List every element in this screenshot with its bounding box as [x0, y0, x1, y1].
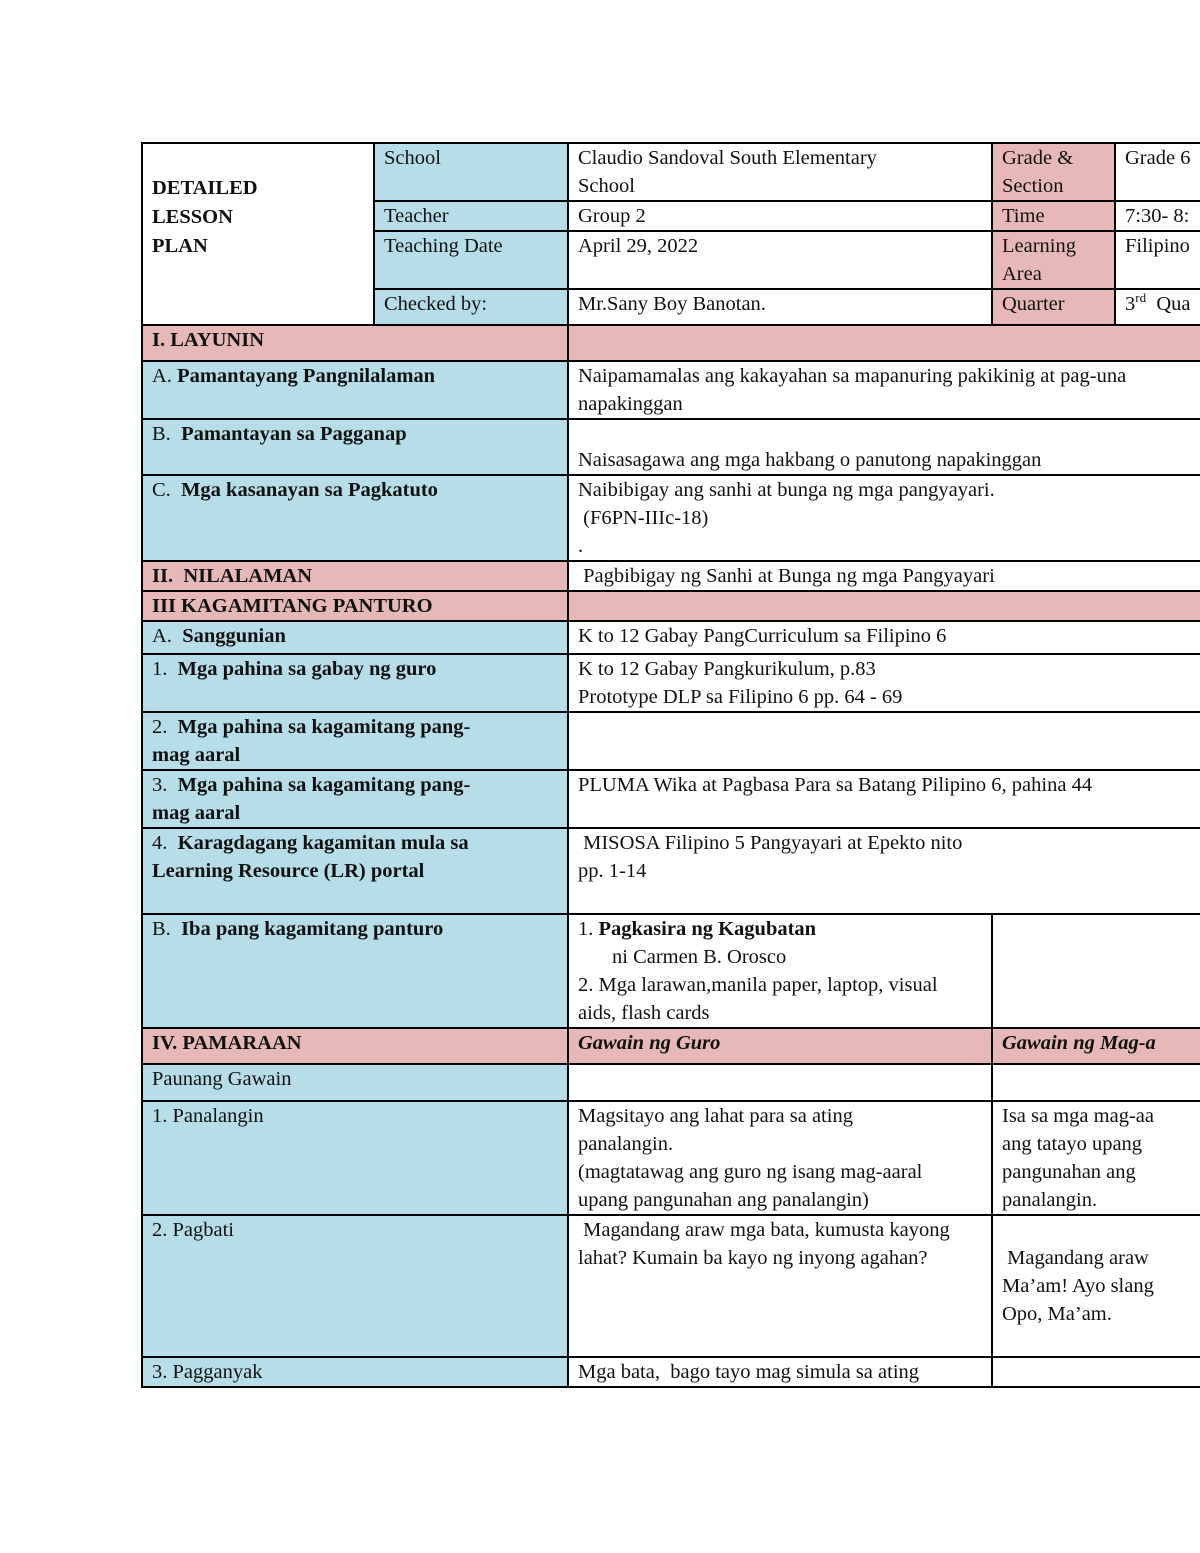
kagamitang-mag-aaral-value-2: PLUMA Wika at Pagbasa Para sa Batang Pilipino 6, pahina 44: [568, 770, 1200, 828]
pamantayan-pagganap-value: Naisasagawa ang mga hakbang o panutong napakinggan: [568, 419, 1200, 475]
pagganyak-label: 3. Pagganyak: [142, 1357, 568, 1387]
gabay-guro-value: K to 12 Gabay Pangkurikulum, p.83 Prototype DLP sa Filipino 6 pp. 64 - 69: [568, 654, 1200, 712]
teaching-date-value: April 29, 2022: [568, 231, 992, 289]
quarter-label: Quarter: [992, 289, 1115, 325]
iba-pang-kagamitan-label: B. Iba pang kagamitang panturo: [142, 914, 568, 1028]
lesson-plan-title: DETAILED LESSON PLAN: [142, 143, 374, 325]
gawain-mag-aaral-heading: Gawain ng Mag-a: [992, 1028, 1200, 1064]
gabay-guro-label: 1. Mga pahina sa gabay ng guro: [142, 654, 568, 712]
lr-portal-value: MISOSA Filipino 5 Pangyayari at Epekto nito pp. 1-14: [568, 828, 1200, 914]
kagamitan-blank: [568, 591, 1200, 621]
nilalaman-value: Pagbibigay ng Sanhi at Bunga ng mga Pangyayari: [568, 561, 1200, 591]
panalangin-label: 1. Panalangin: [142, 1101, 568, 1215]
iba-pang-kagamitan-blank: [992, 914, 1200, 1028]
panalangin-mag-aaral: Isa sa mga mag-aa ang tatayo upang pangunahan ang panalangin.: [992, 1101, 1200, 1215]
panalangin-guro: Magsitayo ang lahat para sa ating panalangin. (magtatawag ang guro ng isang mag-aaral upang pangunahan ang panalangin): [568, 1101, 992, 1215]
kagamitang-mag-aaral-label-2: 3. Mga pahina sa kagamitang pang- mag aaral: [142, 770, 568, 828]
learning-area-value: Filipino: [1115, 231, 1200, 289]
teaching-date-label: Teaching Date: [374, 231, 568, 289]
kasanayan-label: C. Mga kasanayan sa Pagkatuto: [142, 475, 568, 561]
pagbati-guro: Magandang araw mga bata, kumusta kayong lahat? Kumain ba kayo ng inyong agahan?: [568, 1215, 992, 1357]
checked-by-label: Checked by:: [374, 289, 568, 325]
layunin-blank: [568, 325, 1200, 361]
grade-section-label: Grade & Section: [992, 143, 1115, 201]
pagbati-mag-aaral: Magandang araw Ma’am! Ayo slang Opo, Ma’am.: [992, 1215, 1200, 1357]
pamantayan-pagganap-label: B. Pamantayan sa Pagganap: [142, 419, 568, 475]
pagganyak-guro: Mga bata, bago tayo mag simula sa ating: [568, 1357, 992, 1387]
teacher-value: Group 2: [568, 201, 992, 231]
time-label: Time: [992, 201, 1115, 231]
school-value: Claudio Sandoval South Elementary School: [568, 143, 992, 201]
lr-portal-label: 4. Karagdagang kagamitan mula sa Learning Resource (LR) portal: [142, 828, 568, 914]
pamantayang-pangnilalaman-label: A. Pamantayang Pangnilalaman: [142, 361, 568, 419]
gawain-guro-heading: Gawain ng Guro: [568, 1028, 992, 1064]
school-label: School: [374, 143, 568, 201]
teacher-label: Teacher: [374, 201, 568, 231]
pagganyak-mag-aaral: [992, 1357, 1200, 1387]
time-value: 7:30- 8:: [1115, 201, 1200, 231]
paunang-gawain-mag-aaral: [992, 1064, 1200, 1101]
grade-section-value: Grade 6: [1115, 143, 1200, 201]
nilalaman-heading: II. NILALAMAN: [142, 561, 568, 591]
paunang-gawain-label: Paunang Gawain: [142, 1064, 568, 1101]
pagbati-label: 2. Pagbati: [142, 1215, 568, 1357]
paunang-gawain-guro: [568, 1064, 992, 1101]
layunin-heading: I. LAYUNIN: [142, 325, 568, 361]
sanggunian-label: A. Sanggunian: [142, 621, 568, 654]
kagamitang-mag-aaral-value: [568, 712, 1200, 770]
pamaraan-heading: IV. PAMARAAN: [142, 1028, 568, 1064]
checked-by-value: Mr.Sany Boy Banotan.: [568, 289, 992, 325]
iba-pang-kagamitan-value: 1. Pagkasira ng Kagubatan ni Carmen B. Orosco 2. Mga larawan,manila paper, laptop, visual aids, flash cards: [568, 914, 992, 1028]
sanggunian-value: K to 12 Gabay PangCurriculum sa Filipino 6: [568, 621, 1200, 654]
kagamitan-heading: III KAGAMITANG PANTURO: [142, 591, 568, 621]
kasanayan-value: Naibibigay ang sanhi at bunga ng mga pangyayari. (F6PN-IIIc-18) .: [568, 475, 1200, 561]
kagamitang-mag-aaral-label: 2. Mga pahina sa kagamitang pang- mag aaral: [142, 712, 568, 770]
learning-area-label: Learning Area: [992, 231, 1115, 289]
quarter-value: 3rd Qua: [1115, 289, 1200, 325]
pamantayang-pangnilalaman-value: Naipamamalas ang kakayahan sa mapanuring pakikinig at pag-una napakinggan: [568, 361, 1200, 419]
lesson-plan-table: [141, 142, 1200, 1388]
